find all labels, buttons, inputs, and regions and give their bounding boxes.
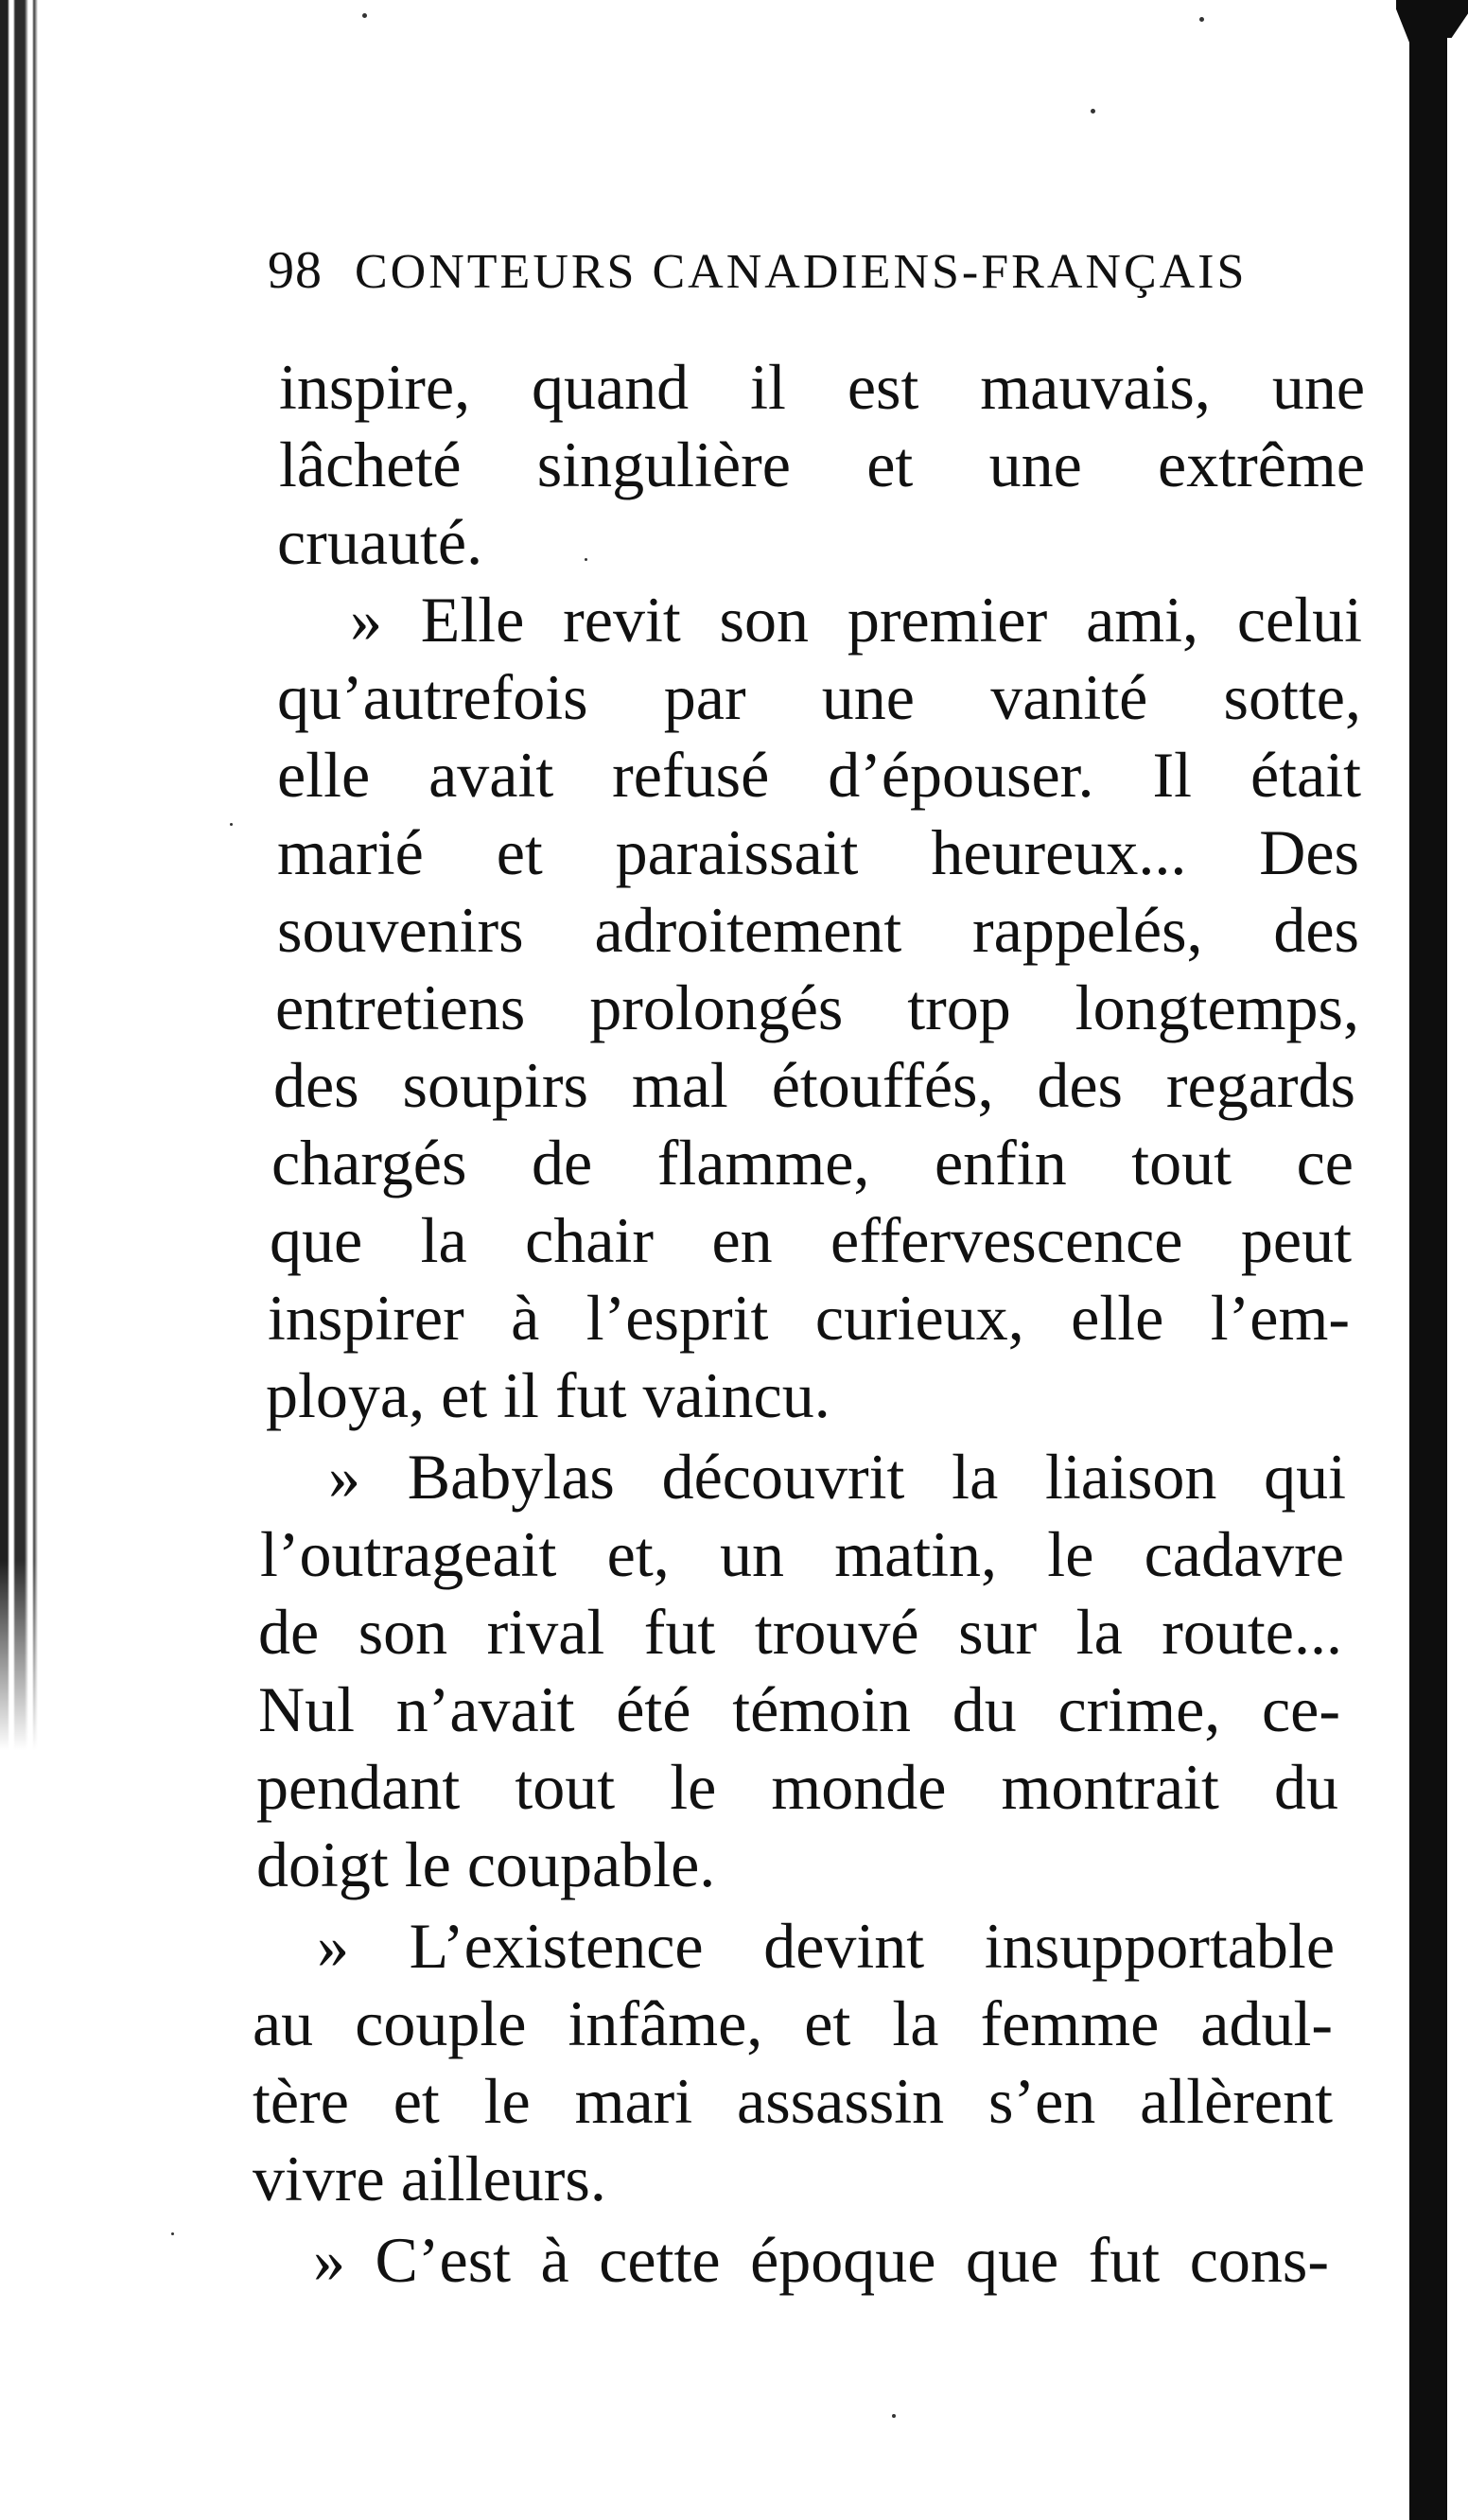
text-line: » Babylas découvrit la liaison qui — [328, 1441, 1346, 1513]
text-line: entretiens prolongés trop longtemps, — [275, 971, 1359, 1043]
text-line: qu’autrefois par une vanité sotte, — [277, 661, 1361, 733]
text-line: chargés de flamme, enfin tout ce — [271, 1127, 1354, 1199]
text-line: lâcheté singulière et une extrême — [279, 429, 1365, 500]
text-line: elle avait refusé d’épouser. Il était — [277, 739, 1361, 811]
text-line: inspire, quand il est mauvais, une — [279, 351, 1365, 423]
text-line: l’outrageait et, un matin, le cadavre — [260, 1518, 1344, 1590]
text-line: des soupirs mal étouffés, des regards — [273, 1049, 1355, 1121]
text-line: marié et paraissait heureux... Des — [277, 816, 1359, 888]
text-line: » C’est à cette époque que fut cons- — [313, 2224, 1329, 2296]
text-line: vivre ailleurs. — [253, 2143, 606, 2214]
left-scan-edge-fade — [0, 1561, 44, 2520]
text-line: pendant tout le monde montrait du — [256, 1751, 1338, 1823]
running-head — [268, 233, 1384, 308]
text-line: doigt le coupable. — [256, 1829, 716, 1900]
text-line: tère et le mari assassin s’en allèrent — [253, 2065, 1333, 2137]
scan-speck — [1199, 17, 1204, 22]
text-line: de son rival fut trouvé sur la route... — [258, 1596, 1342, 1668]
text-line: au couple infâme, et la femme adul- — [253, 1987, 1333, 2059]
text-line: souvenirs adroitement rappelés, des — [277, 894, 1359, 966]
text-line: cruauté. — [277, 506, 483, 578]
scan-speck — [171, 2232, 174, 2235]
text-line: Nul n’avait été témoin du crime, ce- — [258, 1673, 1340, 1745]
scan-speck — [362, 13, 367, 18]
running-head-title: CONTEURS CANADIENS-FRANÇAIS — [355, 245, 1248, 299]
text-line: ploya, et il fut vaincu. — [266, 1359, 830, 1431]
text-line: » L’existence devint insupportable — [317, 1910, 1335, 1982]
scan-speck — [1091, 109, 1095, 114]
right-scan-edge — [1409, 9, 1447, 2520]
text-line: inspirer à l’esprit curieux, elle l’em- — [268, 1282, 1350, 1354]
right-margin — [1447, 38, 1468, 2520]
text-line: » Elle revit son premier ami, celui — [350, 584, 1362, 656]
text-line: que la chair en effervescence peut — [270, 1204, 1352, 1276]
scan-speck — [892, 2414, 896, 2418]
page-number: 98 — [268, 241, 323, 300]
scan-speck — [230, 823, 233, 826]
